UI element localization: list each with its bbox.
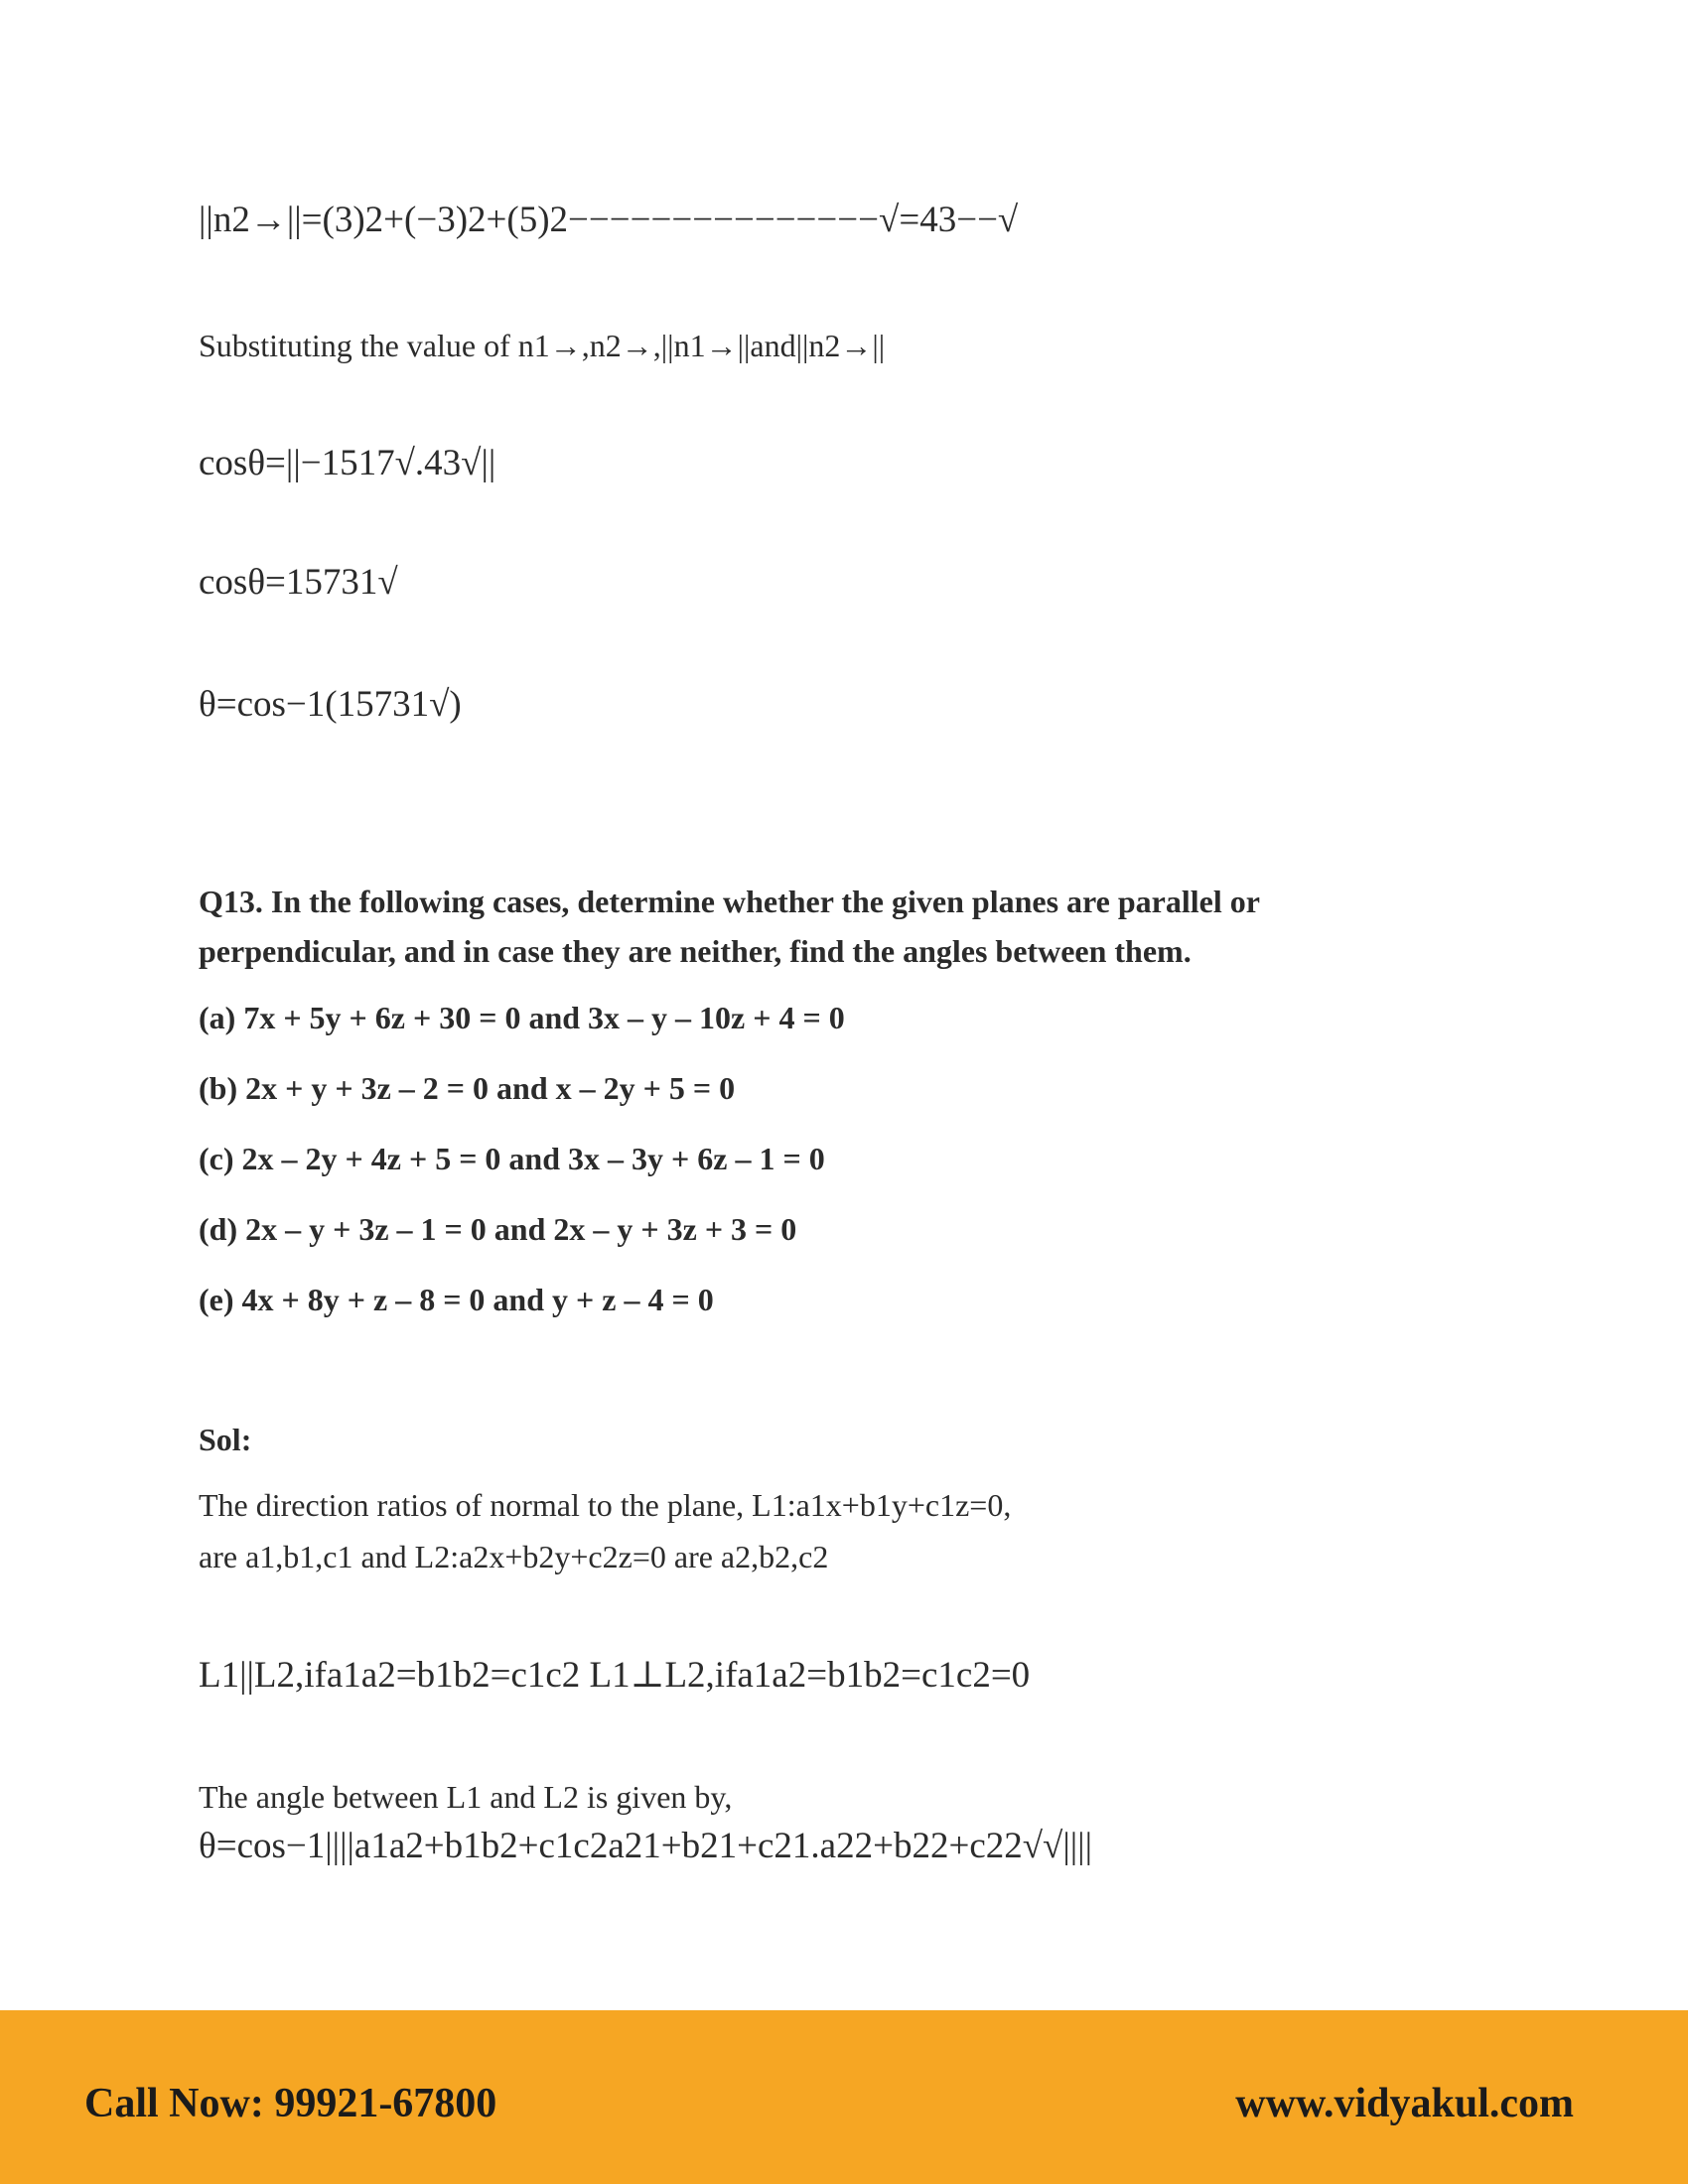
question-part-c: (c) 2x – 2y + 4z + 5 = 0 and 3x – 3y + 6z – 1 = 0 [199, 1141, 825, 1176]
website-link[interactable]: www.vidyakul.com [1235, 2081, 1574, 2126]
direction-ratios-line-1: The direction ratios of normal to the plane, L1:a1x+b1y+c1z=0, [199, 1487, 1012, 1523]
angle-formula: θ=cos−1||||a1a2+b1b2+c1c2a21+b21+c21.a22+b22+c22√√|||| [199, 1826, 1092, 1866]
cos-equation-2: cosθ=15731√ [199, 562, 398, 603]
question-part-b: (b) 2x + y + 3z – 2 = 0 and x – 2y + 5 = 0 [199, 1070, 736, 1106]
n2-magnitude-equation: ||n2→||=(3)2+(−3)2+(5)2−−−−−−−−−−−−−−−√=43−−√ [199, 200, 1019, 240]
question-part-e: (e) 4x + 8y + z – 8 = 0 and y + z – 4 = 0 [199, 1282, 714, 1317]
footer-banner [0, 2010, 1688, 2184]
direction-ratios-line-2: are a1,b1,c1 and L2:a2x+b2y+c2z=0 are a2,b2,c2 [199, 1539, 829, 1574]
cos-equation-1: cosθ=||−1517√.43√|| [199, 443, 496, 483]
angle-intro-text: The angle between L1 and L2 is given by, [199, 1779, 733, 1815]
question-part-d: (d) 2x – y + 3z – 1 = 0 and 2x – y + 3z + 3 = 0 [199, 1211, 797, 1247]
question-part-a: (a) 7x + 5y + 6z + 30 = 0 and 3x – y – 10z + 4 = 0 [199, 1000, 845, 1035]
question-title: Q13. In the following cases, determine whether the given planes are parallel or perpendicular, and in case they are neither, find the angles between them. [199, 884, 1260, 969]
substituting-text: Substituting the value of n1→,n2→,||n1→||and||n2→|| [199, 328, 886, 363]
theta-equation: θ=cos−1(15731√) [199, 684, 462, 725]
call-now-phone[interactable]: Call Now: 99921-67800 [84, 2081, 497, 2126]
solution-label: Sol: [199, 1422, 252, 1457]
parallel-perpendicular-conditions: L1||L2,ifa1a2=b1b2=c1c2 L1⊥L2,ifa1a2=b1b2=c1c2=0 [199, 1655, 1031, 1696]
